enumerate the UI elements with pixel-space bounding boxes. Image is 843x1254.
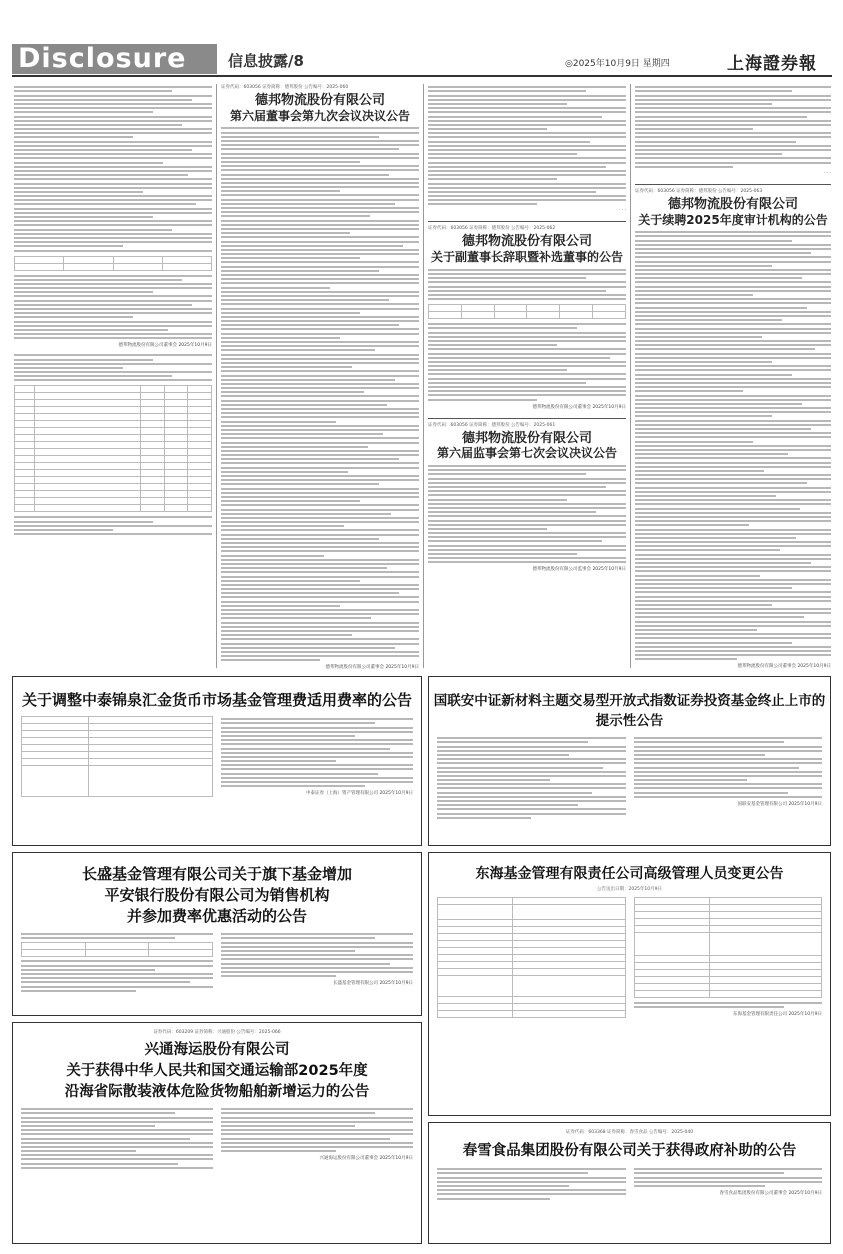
ad-title-line1: 长盛基金管理有限公司关于旗下基金增加 [81, 865, 352, 883]
ad-title: 东海基金管理有限责任公司高级管理人员变更公告 [475, 866, 784, 882]
ad-title-line2: 平安银行股份有限公司为销售机构 [104, 886, 330, 904]
notice-meta: 证券代码：603056 证券简称：德邦股份 公告编号：2025-061 [428, 422, 556, 428]
xingtong-capacity-notice [12, 1022, 422, 1244]
changsheng-table [21, 942, 213, 957]
masthead [0, 0, 843, 72]
xingtong-signature: 兴通海运股份有限公司董事会 2025年10月9日 [319, 1156, 413, 1162]
supervisory-board-notice [428, 418, 626, 573]
left-signature: 德邦物流股份有限公司董事会 2025年10月9日 [118, 343, 212, 349]
ad-meta: 公告送出日期：2025年10月9日 [596, 887, 663, 892]
notice-title: 第六届董事会第九次会议决议公告 [229, 108, 410, 123]
column-3-text: · · · 证券代码：603056 证券简称：德邦股份 公告编号：2025-062 德邦物流股份有限公司 关于副董事长辞职暨补选董事的公告 德邦物流股份有限公司董事会 2025年10月9日 证券代码：603056 证券简称：德邦股份 公告编号：2025-061 德邦物流股份有限公司 第六届监事会第七次会议决议公告 德邦物流股份有限公司监事会 2025年10月9日 [428, 84, 626, 572]
changsheng-fee-notice [12, 852, 422, 1016]
ad-title: 春雪食品集团股份有限公司关于获得政府补助的公告 [462, 1143, 797, 1159]
notice-title: 关于副董事长辞职暨补选董事的公告 [430, 250, 623, 265]
huatai-signature: 中泰证券（上海）资产管理有限公司 2025年10月9日 [306, 791, 413, 797]
ad-meta: 证券代码：603368 证券简称：春雪食品 公告编号：2025-040 [565, 1130, 694, 1135]
huatai-fee-notice [12, 676, 422, 846]
vice-chair-signature: 德邦物流股份有限公司董事会 2025年10月9日 [532, 404, 626, 410]
left-table-2 [14, 385, 212, 512]
notice-meta: 证券代码：603056 证券简称：德邦股份 公告编号：2025-063 [635, 188, 763, 194]
ad-title-line3: 沿海省际散装液体危险货物船舶新增运力的公告 [64, 1084, 370, 1100]
notice-meta: 证券代码：603056 证券简称：德邦股份 公告编号：2025-060 [221, 85, 349, 90]
notice-meta: 证券代码：603056 证券简称：德邦股份 公告编号：2025-062 [428, 226, 556, 232]
ad-title-line2: 关于获得中华人民共和国交通运输部2025年度 [66, 1063, 368, 1079]
audit-signature: 德邦物流股份有限公司董事会 2025年10月9日 [737, 664, 831, 670]
guolian-delisting-notice [428, 676, 831, 846]
ad-title: 国联安中证新材料主题交易型开放式指数证券投资基金终止上市的提示性公告 [433, 693, 826, 729]
ad-meta: 证券代码：603209 证券简称：兴通股份 公告编号：2025-066 [153, 1030, 281, 1035]
notice-company: 德邦物流股份有限公司 [461, 430, 592, 446]
issue-date: ◎2025年10月9日 星期四 [565, 59, 670, 69]
donghai-signature: 东海基金管理有限责任公司 2025年10月9日 [733, 1012, 822, 1018]
director-table [428, 304, 626, 319]
left-column-text [14, 84, 212, 537]
notice-company: 德邦物流股份有限公司 [461, 234, 592, 250]
newspaper-name: 上海證券報 [727, 54, 817, 74]
ad-title-line1: 兴通海运股份有限公司 [144, 1042, 290, 1058]
donghai-executive-change-notice [428, 852, 831, 1116]
guolian-signature: 国联安基金管理有限公司 2025年10月9日 [737, 801, 822, 807]
board-resolution-notice [221, 84, 419, 670]
ad-title: 关于调整中泰锦泉汇金货币市场基金管理费适用费率的公告 [21, 691, 412, 709]
left-table-1 [14, 256, 212, 271]
supervisory-signature: 德邦物流股份有限公司监事会 2025年10月9日 [532, 567, 626, 573]
notice-company: 德邦物流股份有限公司 [254, 93, 385, 108]
huatai-table [21, 716, 213, 797]
chunxue-signature: 春雪食品集团股份有限公司董事会 2025年10月9日 [719, 1190, 822, 1196]
notice-title: 关于续聘2025年度审计机构的公告 [638, 212, 828, 227]
ad-title-line3: 并参加费率优惠活动的公告 [126, 907, 307, 925]
masthead-rule [12, 75, 832, 77]
notice-title: 第六届监事会第七次会议决议公告 [436, 446, 617, 461]
vice-chair-resignation-notice [428, 221, 626, 409]
board-signature: 德邦物流股份有限公司董事会 2025年10月9日 [325, 665, 419, 671]
audit-firm-notice [635, 184, 831, 670]
donghai-table-2 [634, 897, 823, 998]
chunxue-subsidy-notice [428, 1122, 831, 1244]
section-title: 信息披露/8 [228, 52, 304, 70]
section-logo: Disclosure [12, 44, 217, 74]
column-4-text: · · · 证券代码：603056 证券简称：德邦股份 公告编号：2025-063 德邦物流股份有限公司 关于续聘2025年度审计机构的公告 德邦物流股份有限公司董事会 2025年10月9日 [635, 84, 831, 669]
changsheng-signature: 长盛基金管理有限公司 2025年10月9日 [333, 981, 413, 987]
donghai-table-1 [437, 897, 626, 1018]
notice-company: 德邦物流股份有限公司 [667, 196, 798, 212]
